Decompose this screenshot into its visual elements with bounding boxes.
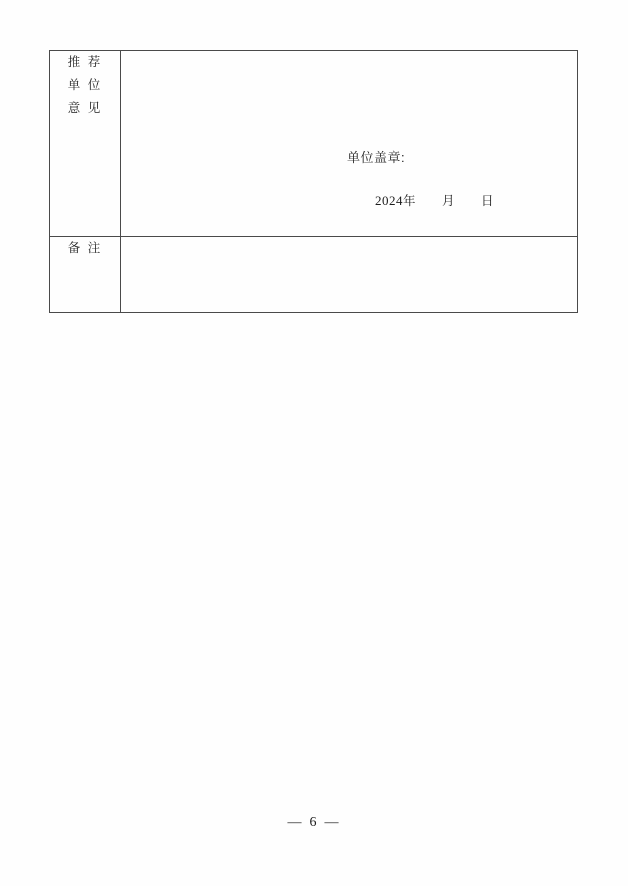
- recommendation-content-cell[interactable]: [121, 51, 578, 237]
- date-month-char: 月: [442, 194, 456, 208]
- seal-label: 单位盖章:: [347, 150, 406, 165]
- table-row-recommendation: [50, 51, 578, 237]
- label-line-1: 推 荐: [67, 55, 103, 69]
- row-label-recommendation: [50, 51, 121, 237]
- page-number-value: 6: [309, 815, 319, 830]
- recommendation-form-table: [49, 50, 578, 313]
- label-line-3: 意 见: [67, 101, 103, 116]
- page-number-right-dash: —: [324, 815, 341, 830]
- row-label-remark: [50, 237, 121, 313]
- date-year-char: 年: [403, 194, 417, 208]
- remark-content-cell[interactable]: [121, 237, 578, 313]
- date-year: 2024: [375, 193, 403, 208]
- date-day-char: 日: [481, 194, 495, 208]
- page-number-left-dash: —: [287, 815, 304, 830]
- date-line: [375, 191, 494, 209]
- label-line-1: 备 注: [67, 241, 103, 255]
- page-number: [0, 815, 628, 831]
- table-row-remark: [50, 237, 578, 313]
- label-line-2: 单 位: [67, 78, 103, 93]
